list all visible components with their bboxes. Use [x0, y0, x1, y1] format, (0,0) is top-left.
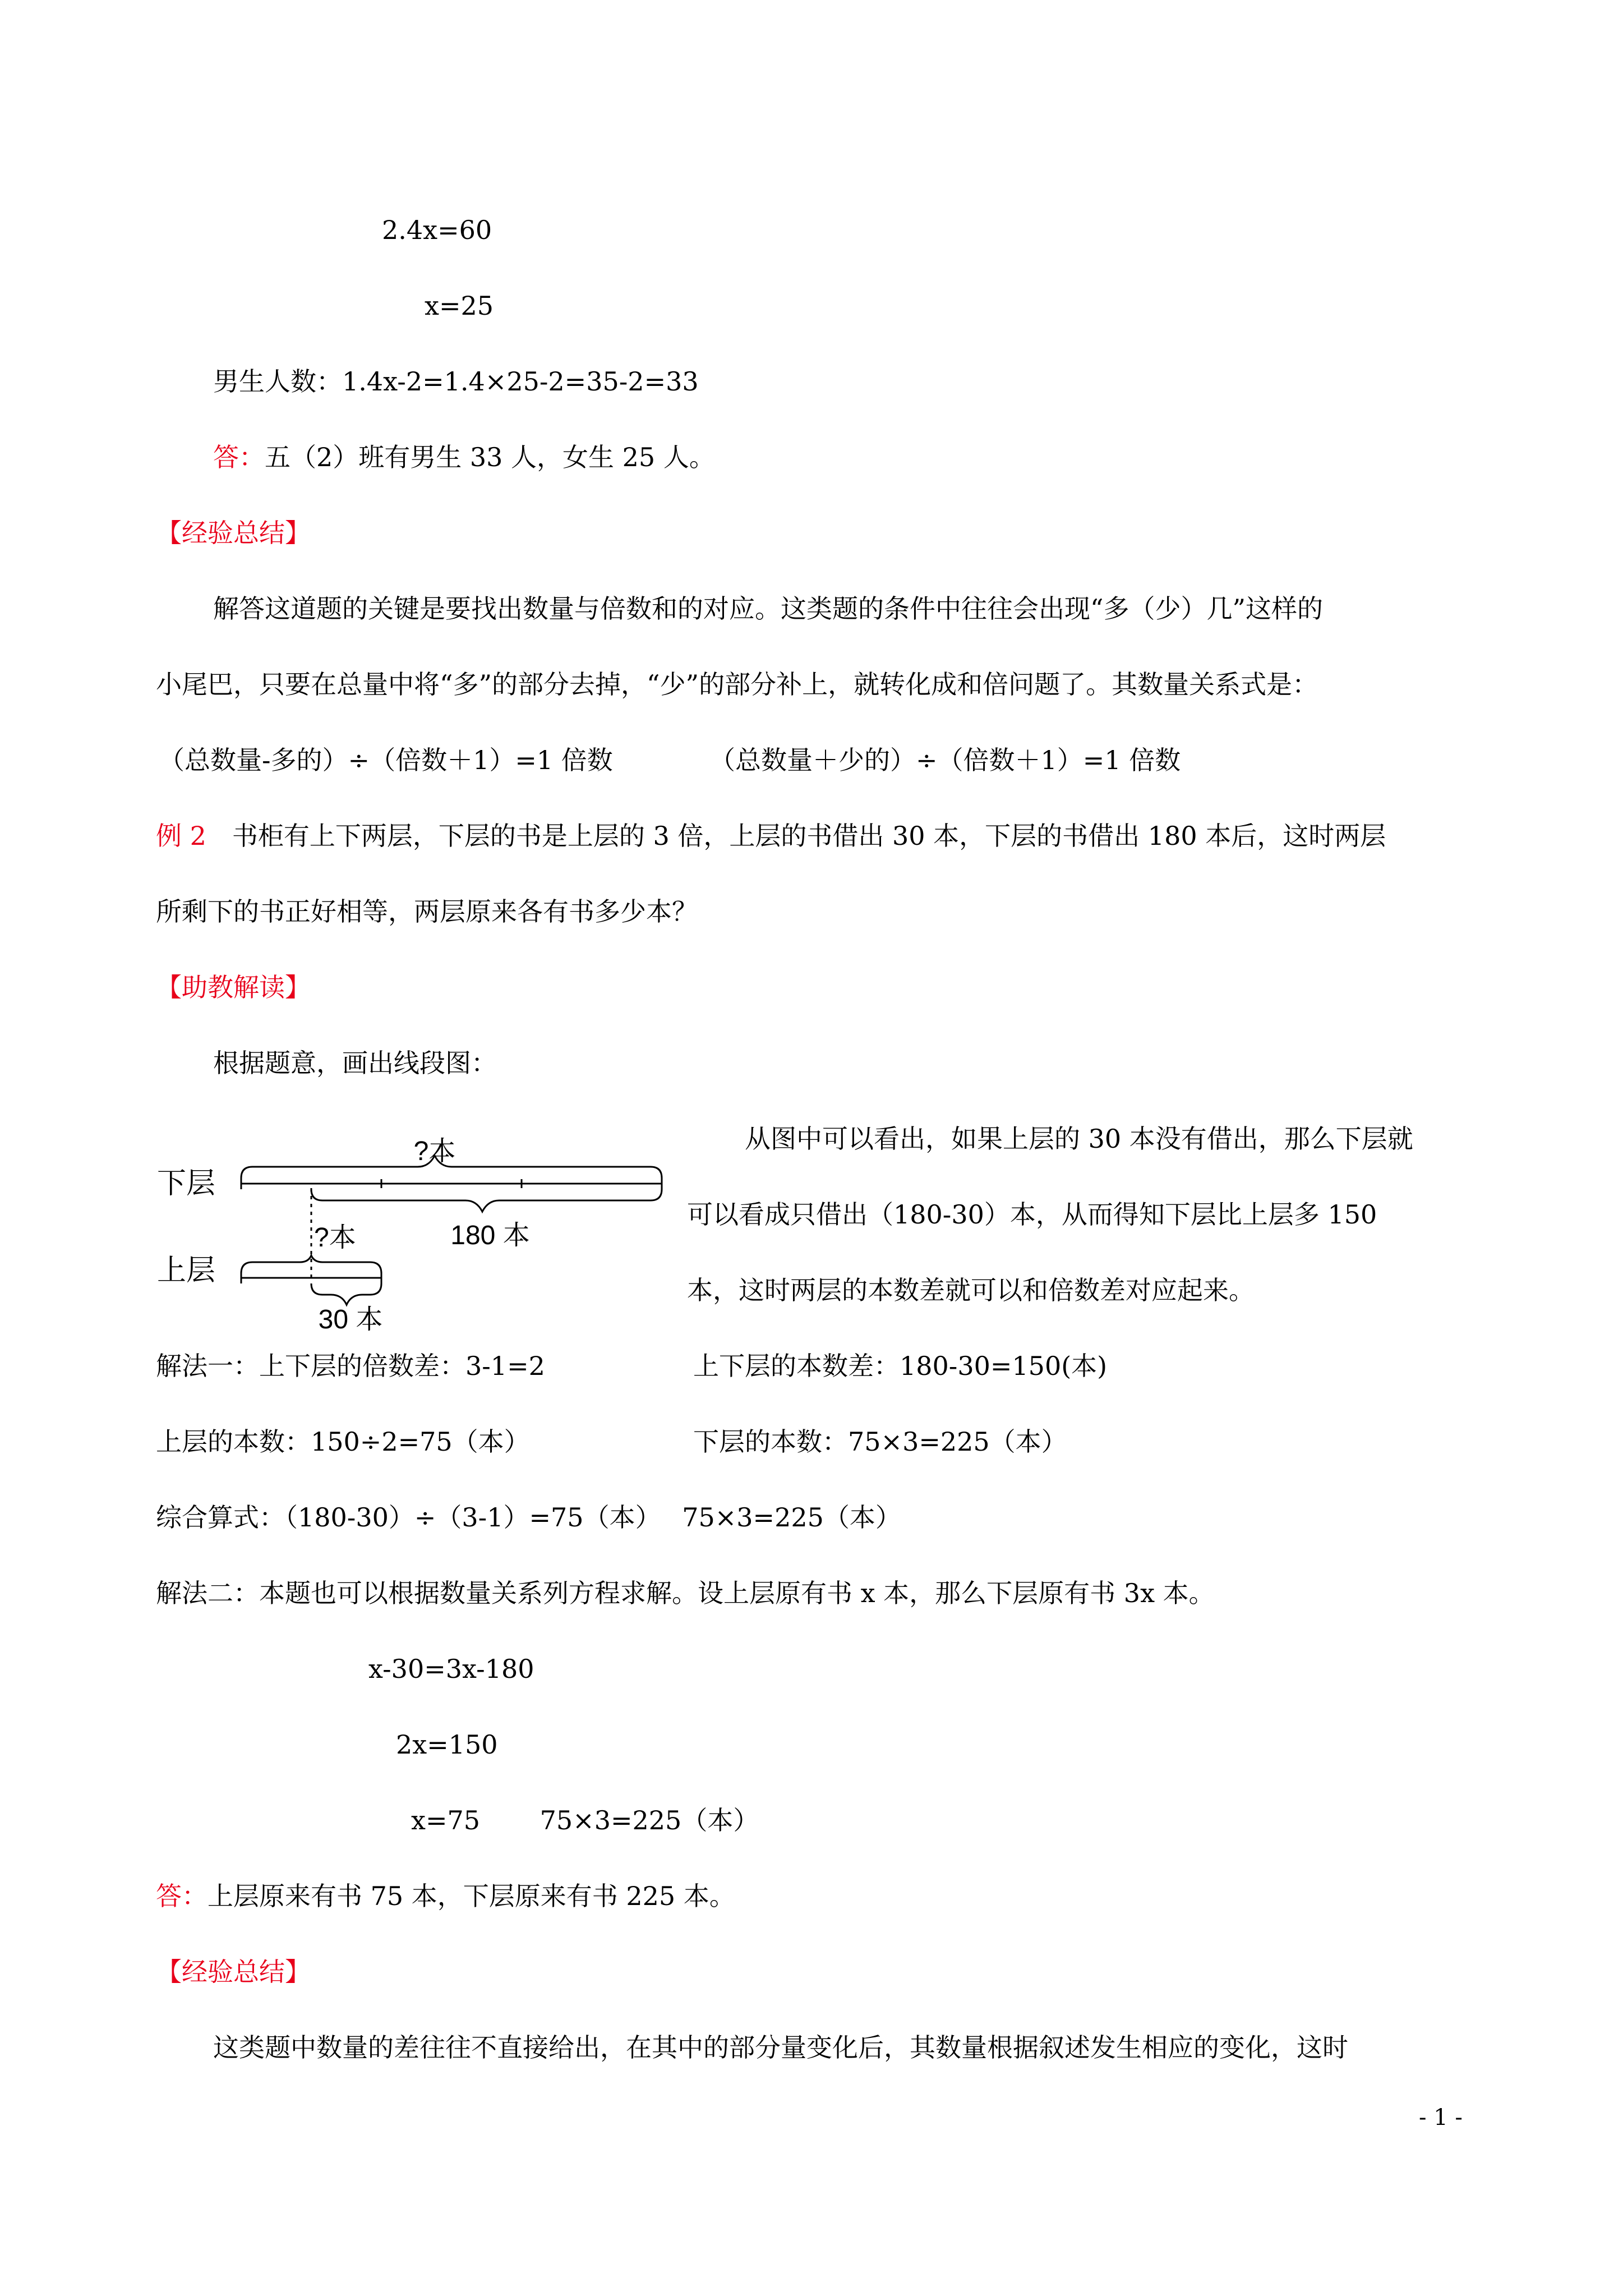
- heading-experience-summary: 【经验总结】: [156, 518, 311, 548]
- eq-x-25: x=25: [425, 291, 494, 321]
- formula-left: （总数量-多的）÷（倍数＋1）=1 倍数: [159, 745, 613, 775]
- formula-right: （总数量＋少的）÷（倍数＋1）=1 倍数: [709, 745, 1181, 775]
- lower-bottom-brace: [311, 1189, 662, 1212]
- line-segment-diagram: [151, 1122, 667, 1335]
- explain-line-2: 可以看成只借出（180-30）本，从而得知下层比上层多 150: [687, 1199, 1377, 1230]
- explain-line-3: 本，这时两层的本数差就可以和倍数差对应起来。: [687, 1275, 1255, 1305]
- answer-text: 五（2）班有男生 33 人，女生 25 人。: [265, 442, 715, 472]
- eq-2-4x: 2.4x=60: [382, 215, 492, 245]
- para-summary-2: 这类题中数量的差往往不直接给出，在其中的部分量变化后，其数量根据叙述发生相应的变化，这时: [213, 2032, 1348, 2063]
- diagram-upper-part-label: 30 本: [318, 1305, 383, 1335]
- combined-formula: 综合算式：（180-30）÷（3-1）=75（本） 75×3=225（本）: [156, 1502, 901, 1533]
- answer2-text: 上层原来有书 75 本，下层原来有书 225 本。: [208, 1881, 735, 1911]
- heading-experience-summary-2: 【经验总结】: [156, 1957, 311, 1987]
- answer-1: [213, 440, 715, 474]
- para-summary-1b: 小尾巴，只要在总量中将“多”的部分去掉，“少”的部分补上，就转化成和倍问题了。其数量关系式是：: [156, 669, 1318, 700]
- upper-bottom-brace: [311, 1283, 381, 1305]
- solution1-book-diff: 上下层的本数差：180-30=150(本): [693, 1351, 1108, 1381]
- answer2-label: 答：: [156, 1881, 208, 1911]
- boys-count-line: 男生人数：1.4x-2=1.4×25-2=35-2=33: [213, 366, 699, 397]
- diagram-total-label: ?本: [413, 1137, 456, 1166]
- answer-label: 答：: [213, 442, 265, 472]
- heading-tutor-reading: 【助教解读】: [156, 972, 311, 1002]
- diagram-lower-part-label: 180 本: [450, 1221, 530, 1250]
- eq-x-30: x-30=3x-180: [368, 1654, 534, 1684]
- lower-count: 下层的本数：75×3=225（本）: [693, 1427, 1067, 1457]
- explain-line-1: 从图中可以看出，如果上层的 30 本没有借出，那么下层就: [745, 1124, 1413, 1154]
- para-summary-1a: 解答这道题的关键是要找出数量与倍数和的对应。这类题的条件中往往会出现“多（少）几”这样的: [213, 593, 1324, 624]
- upper-top-brace: [241, 1255, 381, 1273]
- solution1-multiple-diff: 解法一：上下层的倍数差：3-1=2: [156, 1351, 545, 1381]
- example-label: 例 2: [156, 821, 206, 851]
- example-text: 书柜有上下两层，下层的书是上层的 3 倍，上层的书借出 30 本，下层的书借出 180 本后，这时两层: [232, 821, 1386, 851]
- solution2-intro: 解法二：本题也可以根据数量关系列方程求解。设上层原有书 x 本，那么下层原有书 3x 本。: [156, 1578, 1215, 1608]
- diagram-upper-q-label: ?本: [314, 1223, 356, 1253]
- answer-2: [156, 1879, 735, 1913]
- example-2-line-a: [156, 819, 1386, 853]
- example-2-line-b: 所剩下的书正好相等，两层原来各有书多少本？: [156, 896, 698, 927]
- para-draw-diagram: 根据题意，画出线段图：: [213, 1048, 497, 1078]
- page-number: - 1 -: [1419, 2105, 1463, 2131]
- diagram-lower-label: 下层: [157, 1167, 216, 1200]
- eq-x-75: x=75 75×3=225（本）: [411, 1805, 759, 1835]
- diagram-upper-label: 上层: [157, 1254, 216, 1287]
- eq-2x-150: 2x=150: [396, 1729, 498, 1760]
- upper-count: 上层的本数：150÷2=75（本）: [156, 1427, 530, 1457]
